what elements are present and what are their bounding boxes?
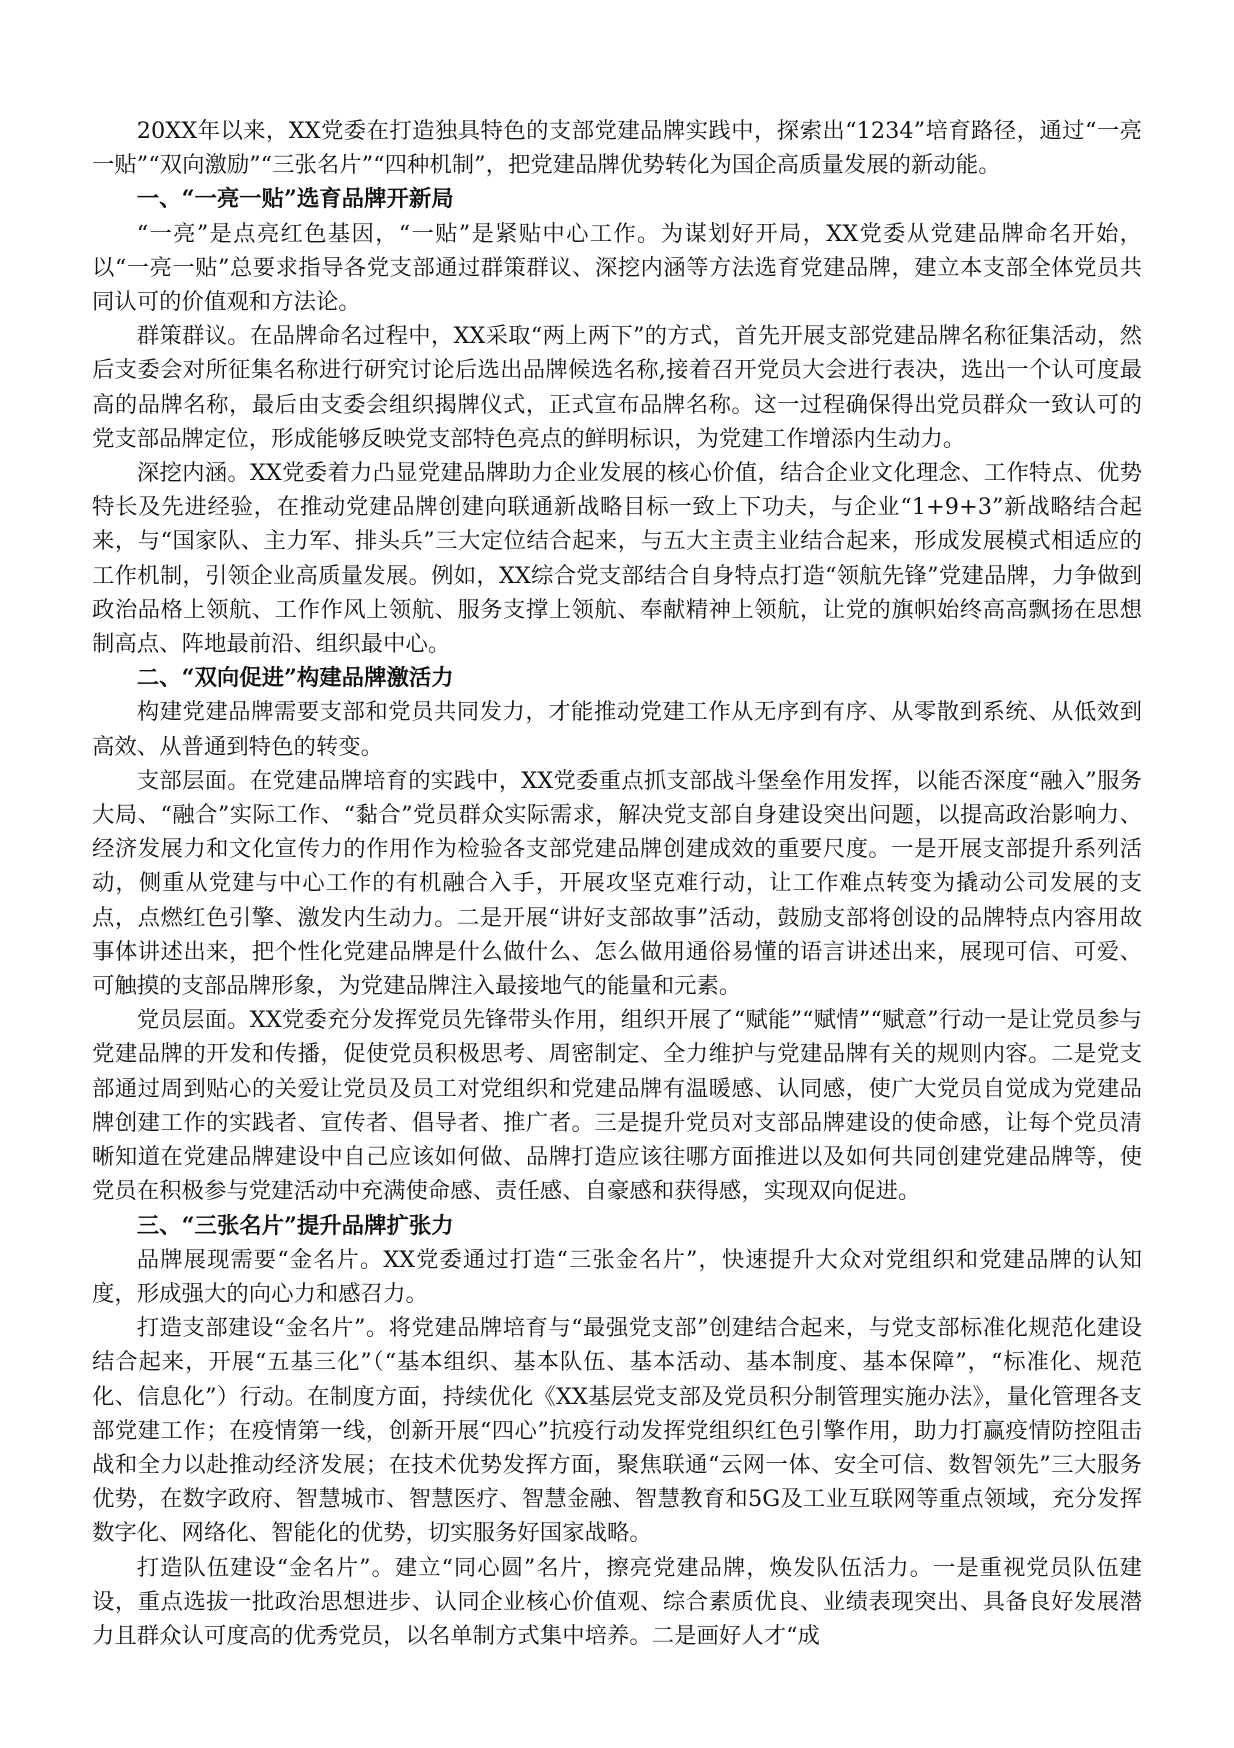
paragraph: “一亮”是点亮红色基因，“一贴”是紧贴中心工作。为谋划好开局，XX党委从党建品牌命名开始，以“一亮一贴”总要求指导各党支部通过群策群议、深挖内涵等方法选育党建品牌，建立本支部全体党员共同认可的价值观和方法论。: [92, 220, 1142, 316]
document-body: [92, 114, 1142, 1653]
paragraph: 打造队伍建设“金名片”。建立“同心圆”名片，擦亮党建品牌，焕发队伍活力。一是重视党员队伍建设，重点选拔一批政治思想进步、认同企业核心价值观、综合素质优良、业绩表现突出、具备良好发展潜力且群众认可度高的优秀党员，以名单制方式集中培养。二是画好人才“成: [92, 1554, 1142, 1649]
intro-paragraph: 20XX年以来，XX党委在打造独具特色的支部党建品牌实践中，探索出“1234”培育路径，通过“一亮一贴”“双向激励”“三张名片”“四种机制”，把党建品牌优势转化为国企高质量发展的新动能。: [92, 118, 1142, 179]
section-heading-3: 三、“三张名片”提升品牌扩张力: [136, 1212, 454, 1239]
paragraph: 党员层面。XX党委充分发挥党员先锋带头作用，组织开展了“赋能”“赋情”“赋意”行动一是让党员参与党建品牌的开发和传播，促使党员积极思考、周密制定、全力维护与党建品牌有关的规则内容。二是党支部通过周到贴心的关爱让党员及员工对党组织和党建品牌有温暖感、认同感，使广大党员自觉成为党建品牌创建工作的实践者、宣传者、倡导者、推广者。三是提升党员对支部品牌建设的使命感，让每个党员清晰知道在党建品牌建设中自己应该如何做、品牌打造应该往哪方面推进以及如何共同创建党建品牌等，使党员在积极参与党建活动中充满使命感、责任感、自豪感和获得感，实现双向促进。: [92, 1007, 1142, 1205]
paragraph: 打造支部建设“金名片”。将党建品牌培育与“最强党支部”创建结合起来，与党支部标准化规范化建设结合起来，开展“五基三化”（“基本组织、基本队伍、基本活动、基本制度、基本保障”，“标准化、规范化、信息化”）行动。在制度方面，持续优化《XX基层党支部及党员积分制管理实施办法》，量化管理各支部党建工作；在疫情第一线，创新开展“四心”抗疫行动发挥党组织红色引擎作用，助力打赢疫情防控阻击战和全力以赴推动经济发展；在技术优势发挥方面，聚焦联通“云网一体、安全可信、数智领先”三大服务优势，在数字政府、智慧城市、智慧医疗、智慧金融、智慧教育和5G及工业互联网等重点领域，充分发挥数字化、网络化、智能化的优势，切实服务好国家战略。: [92, 1315, 1142, 1547]
paragraph: 构建党建品牌需要支部和党员共同发力，才能推动党建工作从无序到有序、从零散到系统、从低效到高效、从普通到特色的转变。: [92, 699, 1142, 760]
paragraph: 支部层面。在党建品牌培育的实践中，XX党委重点抓支部战斗堡垒作用发挥，以能否深度“融入”服务大局、“融合”实际工作、“黏合”党员群众实际需求，解决党支部自身建设突出问题，以提高政治影响力、经济发展力和文化宣传力的作用作为检验各支部党建品牌创建成效的重要尺度。一是开展支部提升系列活动，侧重从党建与中心工作的有机融合入手，开展攻坚克难行动，让工作难点转变为撬动公司发展的支点，点燃红色引擎、激发内生动力。二是开展“讲好支部故事”活动，鼓励支部将创设的品牌特点内容用故事体讲述出来，把个性化党建品牌是什么做什么、怎么做用通俗易懂的语言讲述出来，展现可信、可爱、可触摸的支部品牌形象，为党建品牌注入最接地气的能量和元素。: [92, 767, 1142, 1000]
paragraph: 深挖内涵。XX党委着力凸显党建品牌助力企业发展的核心价值，结合企业文化理念、工作特点、优势特长及先进经验，在推动党建品牌创建向联通新战略目标一致上下功夫，与企业“1+9+3”新战略结合起来，与“国家队、主力军、排头兵”三大定位结合起来，与五大主责主业结合起来，形成发展模式相适应的工作机制，引领企业高质量发展。例如，XX综合党支部结合自身特点打造“领航先锋”党建品牌，力争做到政治品格上领航、工作作风上领航、服务支撑上领航、奉献精神上领航，让党的旗帜始终高高飘扬在思想制高点、阵地最前沿、组织最中心。: [92, 460, 1142, 658]
section-heading-2: 二、“双向促进”构建品牌激活力: [136, 665, 454, 692]
paragraph: 品牌展现需要“金名片。XX党委通过打造“三张金名片”，快速提升大众对党组织和党建品牌的认知度，形成强大的向心力和感召力。: [92, 1246, 1142, 1307]
paragraph: 群策群议。在品牌命名过程中，XX采取“两上两下”的方式，首先开展支部党建品牌名称征集活动，然后支委会对所征集名称进行研究讨论后选出品牌候选名称,接着召开党员大会进行表决，选出一个认可度最高的品牌名称，最后由支委会组织揭牌仪式，正式宣布品牌名称。这一过程确保得出党员群众一致认可的党支部品牌定位，形成能够反映党支部特色亮点的鲜明标识，为党建工作增添内生动力。: [92, 323, 1142, 452]
section-heading-1: 一、“一亮一贴”选育品牌开新局: [136, 186, 454, 213]
